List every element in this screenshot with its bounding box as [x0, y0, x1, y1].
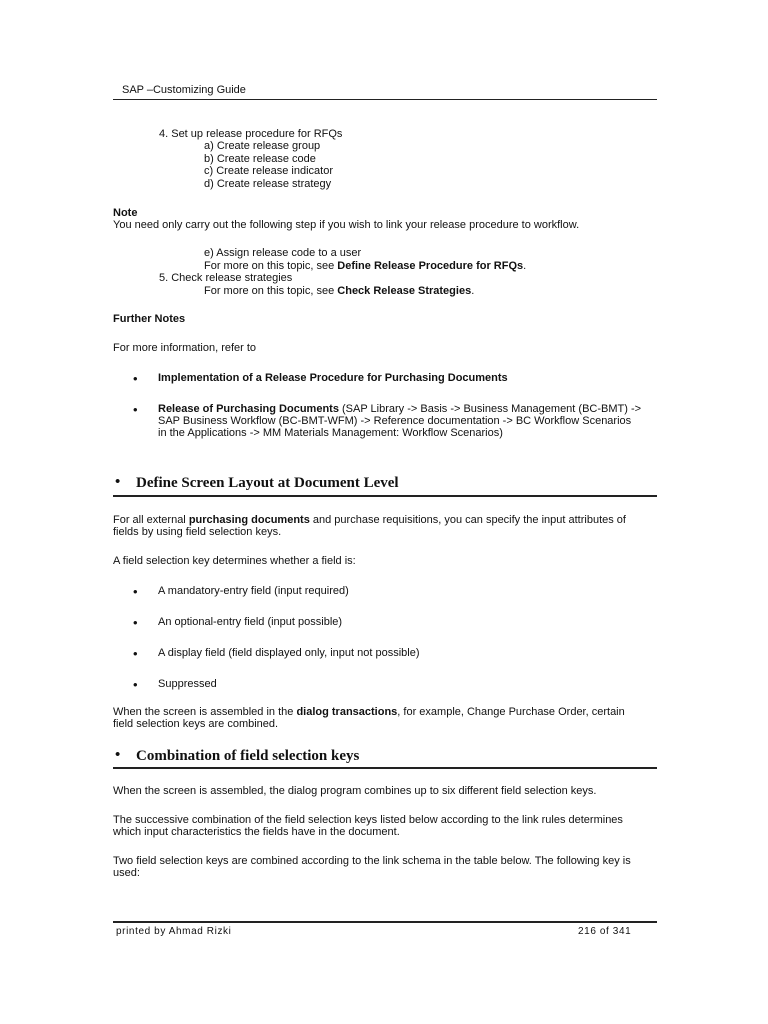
step-5: 5. Check release strategies	[159, 272, 293, 284]
field-type-mandatory: A mandatory-entry field (input required)	[158, 585, 349, 597]
define-release-procedure-link[interactable]: Define Release Procedure for RFQs	[337, 260, 524, 272]
release-docs-path-1: (SAP Library -> Basis -> Business Management (BC-BMT) ->	[338, 403, 642, 415]
step-4a: a) Create release group	[204, 140, 321, 152]
step-4: 4. Set up release procedure for RFQs	[159, 128, 343, 140]
further-notes-title: Further Notes	[113, 313, 186, 325]
step-4d: d) Create release strategy	[204, 178, 332, 190]
section-rule	[113, 495, 657, 497]
footer-printed-by: printed by Ahmad Rizki	[116, 926, 232, 937]
check-release-strategies-link[interactable]: Check Release Strategies	[337, 285, 472, 297]
footer-rule	[113, 921, 657, 923]
bullet-icon: •	[133, 584, 138, 599]
step-4b: b) Create release code	[204, 153, 316, 165]
section-heading-screen-layout: Define Screen Layout at Document Level	[136, 475, 399, 491]
screen-layout-para-3-line-2: field selection keys are combined.	[113, 718, 279, 730]
section-bullet-icon: •	[115, 747, 121, 763]
bullet-icon: •	[133, 677, 138, 692]
p3-a: When the screen is assembled in the	[113, 706, 297, 718]
implementation-link[interactable]: Implementation of a Release Procedure for Purchasing Documents	[158, 372, 508, 384]
release-docs-line-2: SAP Business Workflow (BC-BMT-WFM) -> Reference documentation -> BC Workflow Scenarios	[158, 415, 632, 427]
further-notes-intro: For more information, refer to	[113, 342, 257, 354]
p1-a: For all external	[113, 514, 189, 526]
field-type-suppressed: Suppressed	[158, 678, 217, 690]
note-title: Note	[113, 207, 138, 219]
note-text: You need only carry out the following step if you wish to link your release procedure to workflow.	[113, 219, 580, 231]
more-info-2-prefix: For more on this topic, see	[204, 285, 338, 297]
section-bullet-icon: •	[115, 474, 121, 490]
release-docs-line-3: in the Applications -> MM Materials Management: Workflow Scenarios)	[158, 427, 503, 439]
combination-para-2-line-1: The successive combination of the field selection keys listed below according to the link rules determines	[113, 814, 623, 826]
more-info-1-suffix: .	[523, 260, 527, 272]
screen-layout-para-2: A field selection key determines whether a field is:	[113, 555, 356, 567]
dialog-transactions-link[interactable]: dialog transactions	[296, 706, 398, 718]
more-info-1-prefix: For more on this topic, see	[204, 260, 338, 272]
release-of-purchasing-documents-link[interactable]: Release of Purchasing Documents	[158, 403, 339, 415]
field-type-display: A display field (field displayed only, input not possible)	[158, 647, 420, 659]
bullet-icon: •	[133, 402, 138, 417]
page-header-title: SAP –Customizing Guide	[122, 84, 246, 96]
more-info-2-suffix: .	[471, 285, 475, 297]
p1-c: and purchase requisitions, you can specify the input attributes of	[309, 514, 626, 526]
step-4c: c) Create release indicator	[204, 165, 334, 177]
section-heading-combination: Combination of field selection keys	[136, 748, 360, 764]
bullet-icon: •	[133, 615, 138, 630]
field-type-optional: An optional-entry field (input possible)	[158, 616, 343, 628]
header-rule	[113, 99, 657, 100]
combination-para-2-line-2: which input characteristics the fields have in the document.	[113, 826, 400, 838]
more-info-2	[204, 285, 474, 298]
section-rule	[113, 767, 657, 769]
purchasing-documents-link[interactable]: purchasing documents	[188, 514, 310, 526]
bullet-icon: •	[133, 646, 138, 661]
screen-layout-para-1-line-2: fields by using field selection keys.	[113, 526, 282, 538]
combination-para-1: When the screen is assembled, the dialog program combines up to six different field selection keys.	[113, 785, 597, 797]
step-4e: e) Assign release code to a user	[204, 247, 362, 259]
bullet-icon: •	[133, 371, 138, 386]
footer-page-number: 216 of 341	[578, 926, 632, 937]
p3-c: , for example, Change Purchase Order, certain	[397, 706, 625, 718]
combination-para-3-line-1: Two field selection keys are combined according to the link schema in the table below. The following key is	[113, 855, 631, 867]
combination-para-3-line-2: used:	[113, 867, 140, 879]
